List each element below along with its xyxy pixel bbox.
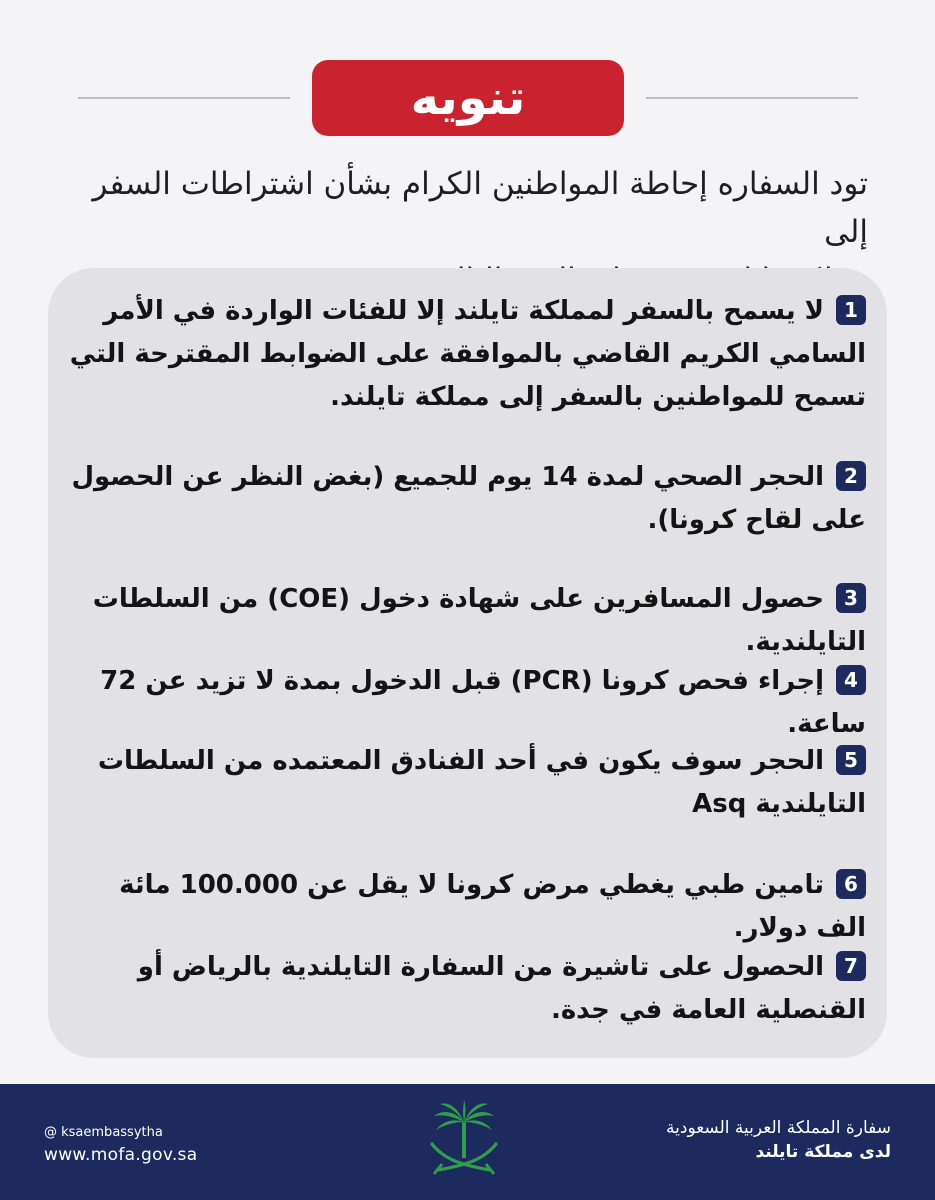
title-divider-right xyxy=(646,97,858,99)
embassy-line-2: لدى مملكة تايلند xyxy=(755,1142,891,1162)
website-link[interactable]: www.mofa.gov.sa xyxy=(44,1145,198,1165)
requirement-text-3: حصول المسافرين على شهادة دخول (COE) من السلطات التايلندية. xyxy=(92,584,866,657)
palm-swords-emblem-icon xyxy=(424,1100,504,1176)
requirement-item-2 xyxy=(64,456,866,542)
number-badge-2: 2 xyxy=(836,461,866,491)
requirement-item-6 xyxy=(64,864,866,950)
number-badge-5: 5 xyxy=(836,745,866,775)
requirement-item-4 xyxy=(64,660,866,746)
requirement-text-6: تامين طبي يغطي مرض كرونا لا يقل عن 100.000 مائة الف دولار. xyxy=(119,870,866,943)
number-badge-7: 7 xyxy=(836,951,866,981)
title-divider-left xyxy=(78,97,290,99)
requirement-item-3 xyxy=(64,578,866,664)
number-badge-4: 4 xyxy=(836,665,866,695)
notice-title: تنويه xyxy=(312,60,624,136)
number-badge-6: 6 xyxy=(836,869,866,899)
requirement-text-1: لا يسمح بالسفر لمملكة تايلند إلا للفئات الواردة في الأمر السامي الكريم القاضي بالموافقة على الضوابط المقترحة التي تسمح للمواطنين بالسفر إلى مملكة تايلند. xyxy=(69,296,866,412)
requirement-text-5: الحجر سوف يكون في أحد الفنادق المعتمده من السلطات التايلندية Asq xyxy=(97,746,866,819)
social-info xyxy=(44,1124,197,1168)
requirement-text-2: الحجر الصحي لمدة 14 يوم للجميع (بغض النظر عن الحصول على لقاح كرونا). xyxy=(71,462,866,535)
requirement-item-5 xyxy=(64,740,866,826)
number-badge-1: 1 xyxy=(836,295,866,325)
number-badge-3: 3 xyxy=(836,583,866,613)
embassy-name xyxy=(666,1116,891,1164)
requirement-item-7 xyxy=(64,946,866,1032)
requirement-text-7: الحصول على تاشيرة من السفارة التايلندية بالرياض أو القنصلية العامة في جدة. xyxy=(137,952,866,1025)
embassy-line-1: سفارة المملكة العربية السعودية xyxy=(666,1118,891,1138)
intro-line-1: تود السفاره إحاطة المواطنين الكرام بشأن اشتراطات السفر إلى xyxy=(92,166,868,250)
social-handle[interactable]: @ ksaembassytha xyxy=(44,1125,163,1140)
requirement-item-1 xyxy=(64,290,866,419)
requirement-text-4: إجراء فحص كرونا (PCR) قبل الدخول بمدة لا تزيد عن 72 ساعة. xyxy=(100,666,866,739)
